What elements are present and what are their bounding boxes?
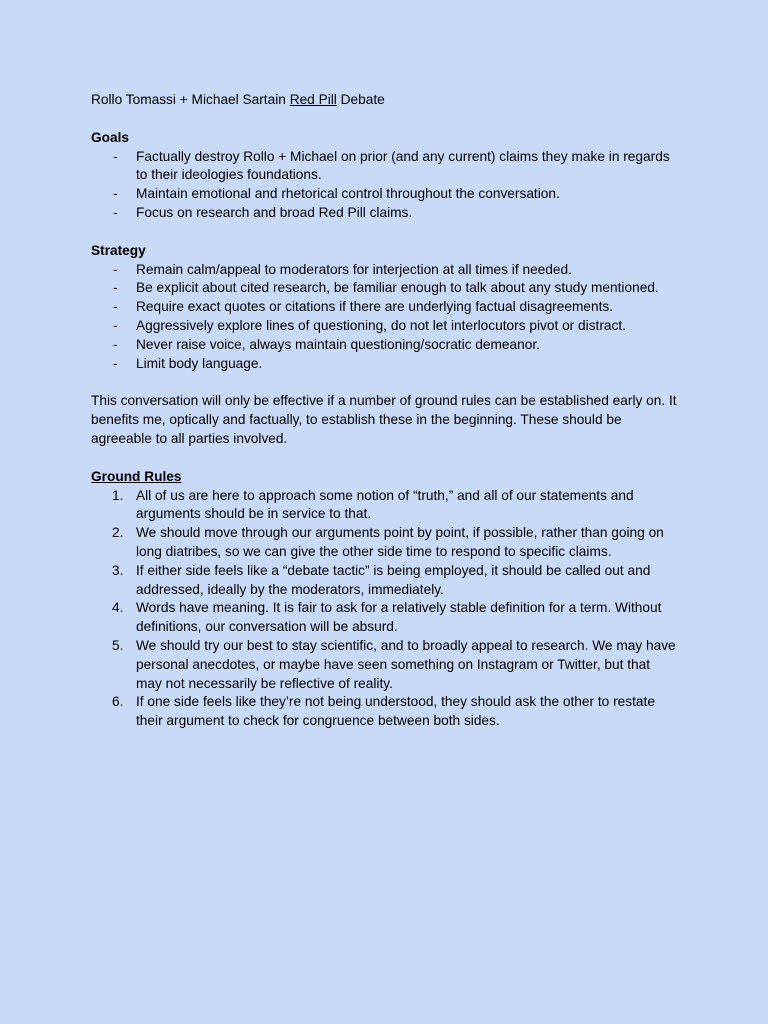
dash-marker: - bbox=[113, 148, 118, 164]
title-red-pill-underlined: Red Pill bbox=[289, 92, 337, 107]
goals-list bbox=[91, 148, 678, 223]
strategy-item-text: Limit body language. bbox=[136, 355, 263, 371]
strategy-item-text: Be explicit about cited research, be familiar enough to talk about any study mentioned. bbox=[136, 280, 659, 296]
ground-rule-text: We should move through our arguments point by point, if possible, rather than going on long diatribes, so we can give the other side time to respond to specific claims. bbox=[136, 525, 664, 559]
goals-list-item bbox=[91, 204, 678, 223]
number-marker: 6. bbox=[112, 694, 124, 710]
dash-marker: - bbox=[113, 186, 118, 202]
ground-rules-list bbox=[91, 487, 678, 731]
strategy-list-item bbox=[91, 261, 678, 280]
strategy-list bbox=[91, 261, 678, 374]
title-prefix: Rollo Tomassi + Michael Sartain bbox=[91, 92, 290, 107]
ground-rule-text: All of us are here to approach some notion of “truth,” and all of our statements and arguments should be in service to that. bbox=[136, 487, 634, 522]
strategy-list-item bbox=[91, 298, 678, 317]
strategy-list-item bbox=[91, 355, 678, 374]
ground-rule-text: If either side feels like a “debate tactic” is being employed, it should be called out and addressed, ideally by the moderators, immediately. bbox=[136, 562, 651, 597]
dash-marker: - bbox=[113, 317, 118, 333]
dash-marker: - bbox=[113, 204, 118, 220]
strategy-list-item bbox=[91, 279, 678, 298]
number-marker: 1. bbox=[112, 487, 124, 503]
strategy-item-text: Require exact quotes or citations if there are underlying factual disagreements. bbox=[136, 299, 614, 315]
strategy-heading: Strategy bbox=[91, 242, 146, 258]
goals-list-item bbox=[91, 148, 678, 186]
number-marker: 5. bbox=[112, 637, 124, 653]
number-marker: 4. bbox=[112, 600, 124, 616]
strategy-section bbox=[91, 242, 678, 374]
goals-item-text: Maintain emotional and rhetorical control throughout the conversation. bbox=[136, 186, 560, 202]
ground-rules-list-item bbox=[91, 524, 678, 562]
strategy-list-item bbox=[91, 317, 678, 336]
strategy-item-text: Aggressively explore lines of questioning, do not let interlocutors pivot or distract. bbox=[136, 317, 626, 333]
ground-rules-list-item bbox=[91, 599, 678, 637]
number-marker: 2. bbox=[112, 525, 124, 541]
goals-item-text: Focus on research and broad Red Pill claims. bbox=[136, 204, 413, 220]
ground-rules-list-item bbox=[91, 487, 678, 525]
ground-rule-text: We should try our best to stay scientific, and to broadly appeal to research. We may have personal anecdotes, or maybe have seen something on Instagram or Twitter, but that may not necessarily be reflective of reality. bbox=[136, 637, 676, 691]
title-suffix: Debate bbox=[336, 92, 385, 107]
dash-marker: - bbox=[113, 355, 118, 371]
intro-paragraph: This conversation will only be effective if a number of ground rules can be established early on. It benefits me, optically and factually, to establish these in the beginning. These should be agreeable to all parties involved. bbox=[91, 393, 677, 446]
number-marker: 3. bbox=[112, 562, 124, 578]
ground-rules-list-item bbox=[91, 637, 678, 693]
ground-rule-text: Words have meaning. It is fair to ask for a relatively stable definition for a term. Without definitions, our conversation will be absurd. bbox=[136, 600, 662, 635]
strategy-list-item bbox=[91, 336, 678, 355]
dash-marker: - bbox=[113, 280, 118, 296]
dash-marker: - bbox=[113, 299, 118, 315]
ground-rules-list-item bbox=[91, 693, 678, 731]
ground-rules-heading: Ground Rules bbox=[91, 468, 182, 484]
strategy-item-text: Remain calm/appeal to moderators for interjection at all times if needed. bbox=[136, 261, 572, 277]
document-title bbox=[91, 91, 678, 110]
ground-rules-list-item bbox=[91, 562, 678, 600]
strategy-item-text: Never raise voice, always maintain questioning/socratic demeanor. bbox=[136, 336, 540, 352]
dash-marker: - bbox=[113, 336, 118, 352]
goals-item-text: Factually destroy Rollo + Michael on prior (and any current) claims they make in regards to their ideologies foundations. bbox=[136, 148, 670, 183]
ground-rules-section bbox=[91, 468, 678, 731]
goals-list-item bbox=[91, 185, 678, 204]
goals-heading: Goals bbox=[91, 129, 130, 145]
ground-rule-text: If one side feels like they’re not being understood, they should ask the other to restate their argument to check for congruence between both sides. bbox=[136, 694, 655, 729]
goals-section bbox=[91, 129, 678, 223]
dash-marker: - bbox=[113, 261, 118, 277]
